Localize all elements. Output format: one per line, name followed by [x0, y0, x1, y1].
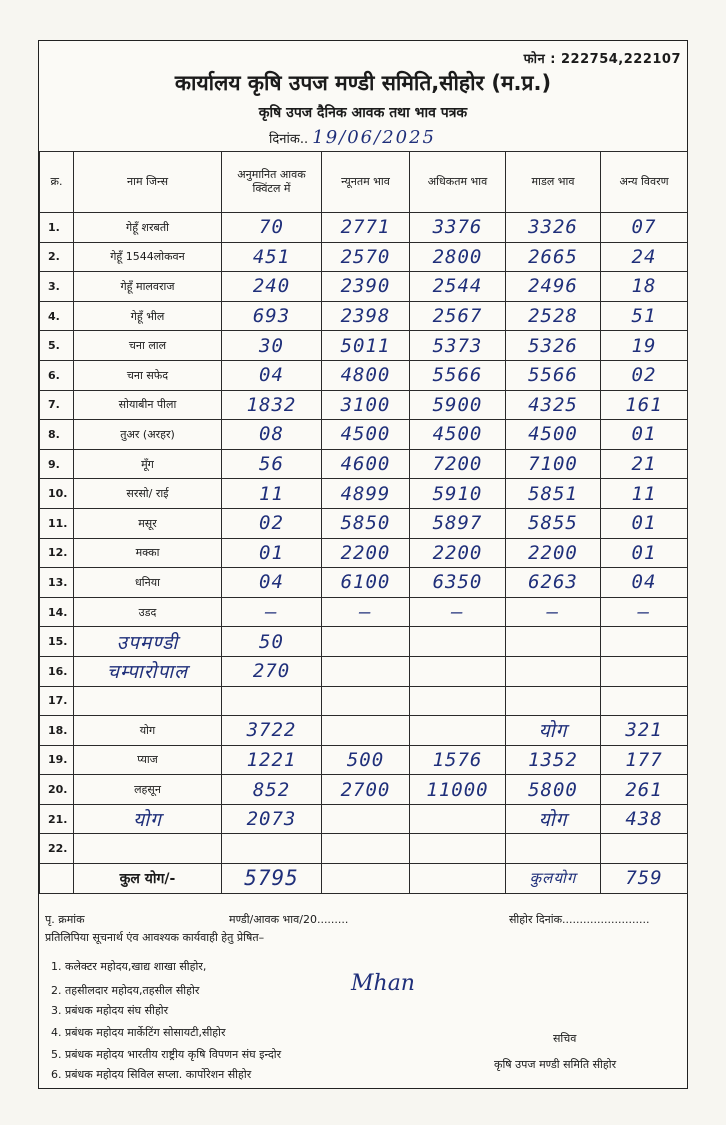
recipient-item: 5. प्रबंधक महोदय भारतीय राष्ट्रीय कृषि विपणन संघ इन्दोर [51, 1048, 282, 1061]
recipient-item: 2. तहसीलदार महोदय,तहसील सीहोर [51, 984, 200, 997]
commodity-name [74, 834, 222, 864]
model-rate [506, 656, 601, 686]
serial-number: 2. [40, 242, 74, 272]
arrival-quantity: — [222, 597, 322, 627]
other-detail: — [601, 597, 688, 627]
max-rate: 7200 [410, 449, 506, 479]
min-rate: 500 [322, 745, 410, 775]
secretary-label: सचिव [553, 1032, 577, 1045]
serial-number: 10. [40, 479, 74, 509]
other-detail [601, 627, 688, 657]
total-model-label: कुलयोग [506, 864, 601, 894]
min-rate [322, 627, 410, 657]
min-rate: 2390 [322, 272, 410, 302]
min-rate [322, 834, 410, 864]
table-row [40, 745, 688, 775]
table-row [40, 775, 688, 805]
serial-number: 4. [40, 301, 74, 331]
table-row [40, 568, 688, 598]
min-rate [322, 804, 410, 834]
model-rate: 4500 [506, 420, 601, 450]
max-rate: 11000 [410, 775, 506, 805]
model-rate: — [506, 597, 601, 627]
phone-numbers: फोन : 222754,222107 [523, 52, 681, 67]
arrival-quantity: 270 [222, 656, 322, 686]
other-detail [601, 834, 688, 864]
other-detail: 321 [601, 716, 688, 746]
max-rate: 2544 [410, 272, 506, 302]
max-rate: 5373 [410, 331, 506, 361]
min-rate: 2771 [322, 213, 410, 243]
other-detail: 01 [601, 538, 688, 568]
model-rate: 5326 [506, 331, 601, 361]
other-detail: 261 [601, 775, 688, 805]
committee-label: कृषि उपज मण्डी समिति सीहोर [494, 1058, 617, 1071]
other-detail: 07 [601, 213, 688, 243]
arrival-quantity: 04 [222, 360, 322, 390]
serial-number: 7. [40, 390, 74, 420]
commodity-name: गेहूँ मालवराज [74, 272, 222, 302]
total-arrival: 5795 [222, 864, 322, 894]
other-detail [601, 656, 688, 686]
other-detail: 438 [601, 804, 688, 834]
table-row [40, 479, 688, 509]
commodity-name: चना लाल [74, 331, 222, 361]
min-rate: 2570 [322, 242, 410, 272]
col-other: अन्य विवरण [601, 152, 688, 213]
serial-number: 22. [40, 834, 74, 864]
table-header-row [40, 152, 688, 213]
arrival-quantity: 56 [222, 449, 322, 479]
model-rate [506, 686, 601, 716]
table-row [40, 213, 688, 243]
commodity-name: चम्पारोपाल [74, 656, 222, 686]
model-rate: 2496 [506, 272, 601, 302]
other-detail: 19 [601, 331, 688, 361]
serial-number: 5. [40, 331, 74, 361]
serial-number: 20. [40, 775, 74, 805]
min-rate: 5011 [322, 331, 410, 361]
handwritten-signature: Mhan [351, 971, 415, 996]
total-row [40, 864, 688, 894]
max-rate [410, 864, 506, 894]
model-rate: 5800 [506, 775, 601, 805]
serial-number: 1. [40, 213, 74, 243]
min-rate [322, 686, 410, 716]
serial-number: 21. [40, 804, 74, 834]
copy-forward-line: प्रतिलिपिया सूचनार्थ एंव आवश्यक कार्यवाही हेतु प्रेषित– [45, 931, 265, 944]
other-detail: 21 [601, 449, 688, 479]
max-rate: 1576 [410, 745, 506, 775]
max-rate [410, 834, 506, 864]
table-row [40, 272, 688, 302]
col-commodity: नाम जिन्स [74, 152, 222, 213]
recipient-item: 3. प्रबंधक महोदय संघ सीहोर [51, 1004, 169, 1017]
total-label: कुल योग/- [74, 864, 222, 894]
serial-number: 16. [40, 656, 74, 686]
table-row [40, 804, 688, 834]
table-row [40, 242, 688, 272]
arrival-quantity: 1221 [222, 745, 322, 775]
serial-number [40, 864, 74, 894]
serial-number: 17. [40, 686, 74, 716]
other-detail: 161 [601, 390, 688, 420]
model-rate: 2200 [506, 538, 601, 568]
table-row [40, 360, 688, 390]
max-rate: 3376 [410, 213, 506, 243]
office-title: कार्यालय कृषि उपज मण्डी समिति,सीहोर (म.प्र.) [174, 71, 552, 95]
max-rate [410, 686, 506, 716]
table-row [40, 331, 688, 361]
min-rate: 6100 [322, 568, 410, 598]
other-detail: 18 [601, 272, 688, 302]
model-rate: 2528 [506, 301, 601, 331]
model-rate [506, 834, 601, 864]
other-detail [601, 686, 688, 716]
table-row [40, 449, 688, 479]
commodity-name: मक्का [74, 538, 222, 568]
arrival-quantity: 693 [222, 301, 322, 331]
recipient-item: 6. प्रबंधक महोदय सिविल सप्ला. कार्पोरेशन सीहोर [51, 1068, 252, 1081]
commodity-name: प्याज [74, 745, 222, 775]
arrival-quantity: 70 [222, 213, 322, 243]
commodity-name: गेहूँ शरबती [74, 213, 222, 243]
max-rate [410, 716, 506, 746]
commodity-name: उडद [74, 597, 222, 627]
arrival-quantity [222, 834, 322, 864]
model-rate: 5851 [506, 479, 601, 509]
ref-number: पृ. क्रमांक [45, 913, 85, 926]
arrival-rate-sheet [38, 40, 688, 1089]
arrival-quantity: 04 [222, 568, 322, 598]
model-rate: 1352 [506, 745, 601, 775]
max-rate [410, 656, 506, 686]
rates-table [39, 151, 688, 894]
arrival-quantity: 1832 [222, 390, 322, 420]
max-rate: 5910 [410, 479, 506, 509]
max-rate: 2567 [410, 301, 506, 331]
other-detail: 04 [601, 568, 688, 598]
total-other: 759 [601, 864, 688, 894]
model-rate: योग [506, 716, 601, 746]
other-detail: 11 [601, 479, 688, 509]
serial-number: 11. [40, 508, 74, 538]
arrival-quantity [222, 686, 322, 716]
min-rate [322, 656, 410, 686]
min-rate [322, 864, 410, 894]
table-row [40, 686, 688, 716]
commodity-name [74, 686, 222, 716]
serial-number: 6. [40, 360, 74, 390]
recipient-item: 1. कलेक्टर महोदय,खाद्य शाखा सीहोर, [51, 960, 207, 973]
serial-number: 18. [40, 716, 74, 746]
max-rate: 2200 [410, 538, 506, 568]
sehore-date: सीहोर दिनांक......................... [509, 913, 650, 926]
date-label: दिनांक.. [269, 132, 309, 147]
serial-number: 3. [40, 272, 74, 302]
min-rate: 4899 [322, 479, 410, 509]
sheet-subtitle: कृषि उपज दैनिक आवक तथा भाव पत्रक [258, 105, 468, 121]
date-value: 19/06/2025 [312, 127, 436, 148]
serial-number: 12. [40, 538, 74, 568]
min-rate: — [322, 597, 410, 627]
min-rate: 2398 [322, 301, 410, 331]
mandi-line: मण्डी/आवक भाव/20......... [229, 913, 349, 926]
max-rate: 5900 [410, 390, 506, 420]
table-row [40, 508, 688, 538]
arrival-quantity: 451 [222, 242, 322, 272]
max-rate: — [410, 597, 506, 627]
max-rate: 5566 [410, 360, 506, 390]
col-max-rate: अधिकतम भाव [410, 152, 506, 213]
max-rate: 4500 [410, 420, 506, 450]
other-detail: 51 [601, 301, 688, 331]
serial-number: 15. [40, 627, 74, 657]
commodity-name: सोयाबीन पीला [74, 390, 222, 420]
commodity-name: गेहूँ 1544लोकवन [74, 242, 222, 272]
max-rate: 5897 [410, 508, 506, 538]
min-rate: 4600 [322, 449, 410, 479]
serial-number: 8. [40, 420, 74, 450]
arrival-quantity: 01 [222, 538, 322, 568]
arrival-quantity: 50 [222, 627, 322, 657]
table-row [40, 538, 688, 568]
arrival-quantity: 02 [222, 508, 322, 538]
min-rate: 5850 [322, 508, 410, 538]
commodity-name: मूँग [74, 449, 222, 479]
min-rate: 4800 [322, 360, 410, 390]
other-detail: 24 [601, 242, 688, 272]
commodity-name: योग [74, 804, 222, 834]
model-rate: 6263 [506, 568, 601, 598]
commodity-name: उपमण्डी [74, 627, 222, 657]
table-row [40, 597, 688, 627]
min-rate: 4500 [322, 420, 410, 450]
model-rate: 7100 [506, 449, 601, 479]
max-rate [410, 804, 506, 834]
table-row [40, 301, 688, 331]
commodity-name: गेहूँ भील [74, 301, 222, 331]
model-rate: योग [506, 804, 601, 834]
serial-number: 19. [40, 745, 74, 775]
commodity-name: लहसून [74, 775, 222, 805]
model-rate: 4325 [506, 390, 601, 420]
arrival-quantity: 240 [222, 272, 322, 302]
commodity-name: मसूर [74, 508, 222, 538]
min-rate: 2200 [322, 538, 410, 568]
arrival-quantity: 11 [222, 479, 322, 509]
table-row [40, 716, 688, 746]
arrival-quantity: 2073 [222, 804, 322, 834]
model-rate: 2665 [506, 242, 601, 272]
other-detail: 177 [601, 745, 688, 775]
other-detail: 01 [601, 508, 688, 538]
commodity-name: तुअर (अरहर) [74, 420, 222, 450]
max-rate: 6350 [410, 568, 506, 598]
model-rate: 3326 [506, 213, 601, 243]
arrival-quantity: 30 [222, 331, 322, 361]
table-row [40, 390, 688, 420]
col-sno: क्र. [40, 152, 74, 213]
min-rate [322, 716, 410, 746]
max-rate: 2800 [410, 242, 506, 272]
recipient-item: 4. प्रबंधक महोदय मार्केटिंग सोसायटी,सीहोर [51, 1026, 226, 1039]
min-rate: 3100 [322, 390, 410, 420]
col-model-rate: माडल भाव [506, 152, 601, 213]
min-rate: 2700 [322, 775, 410, 805]
serial-number: 9. [40, 449, 74, 479]
commodity-name: धनिया [74, 568, 222, 598]
date-field [269, 127, 436, 148]
serial-number: 14. [40, 597, 74, 627]
table-row [40, 420, 688, 450]
model-rate: 5566 [506, 360, 601, 390]
arrival-quantity: 852 [222, 775, 322, 805]
table-row [40, 656, 688, 686]
col-arrival: अनुमानित आवक क्विंटल में [222, 152, 322, 213]
other-detail: 01 [601, 420, 688, 450]
serial-number: 13. [40, 568, 74, 598]
arrival-quantity: 08 [222, 420, 322, 450]
model-rate [506, 627, 601, 657]
max-rate [410, 627, 506, 657]
arrival-quantity: 3722 [222, 716, 322, 746]
commodity-name: चना सफेद [74, 360, 222, 390]
table-row [40, 834, 688, 864]
table-row [40, 627, 688, 657]
commodity-name: सरसो/ राई [74, 479, 222, 509]
model-rate: 5855 [506, 508, 601, 538]
col-min-rate: न्यूनतम भाव [322, 152, 410, 213]
commodity-name: योग [74, 716, 222, 746]
other-detail: 02 [601, 360, 688, 390]
